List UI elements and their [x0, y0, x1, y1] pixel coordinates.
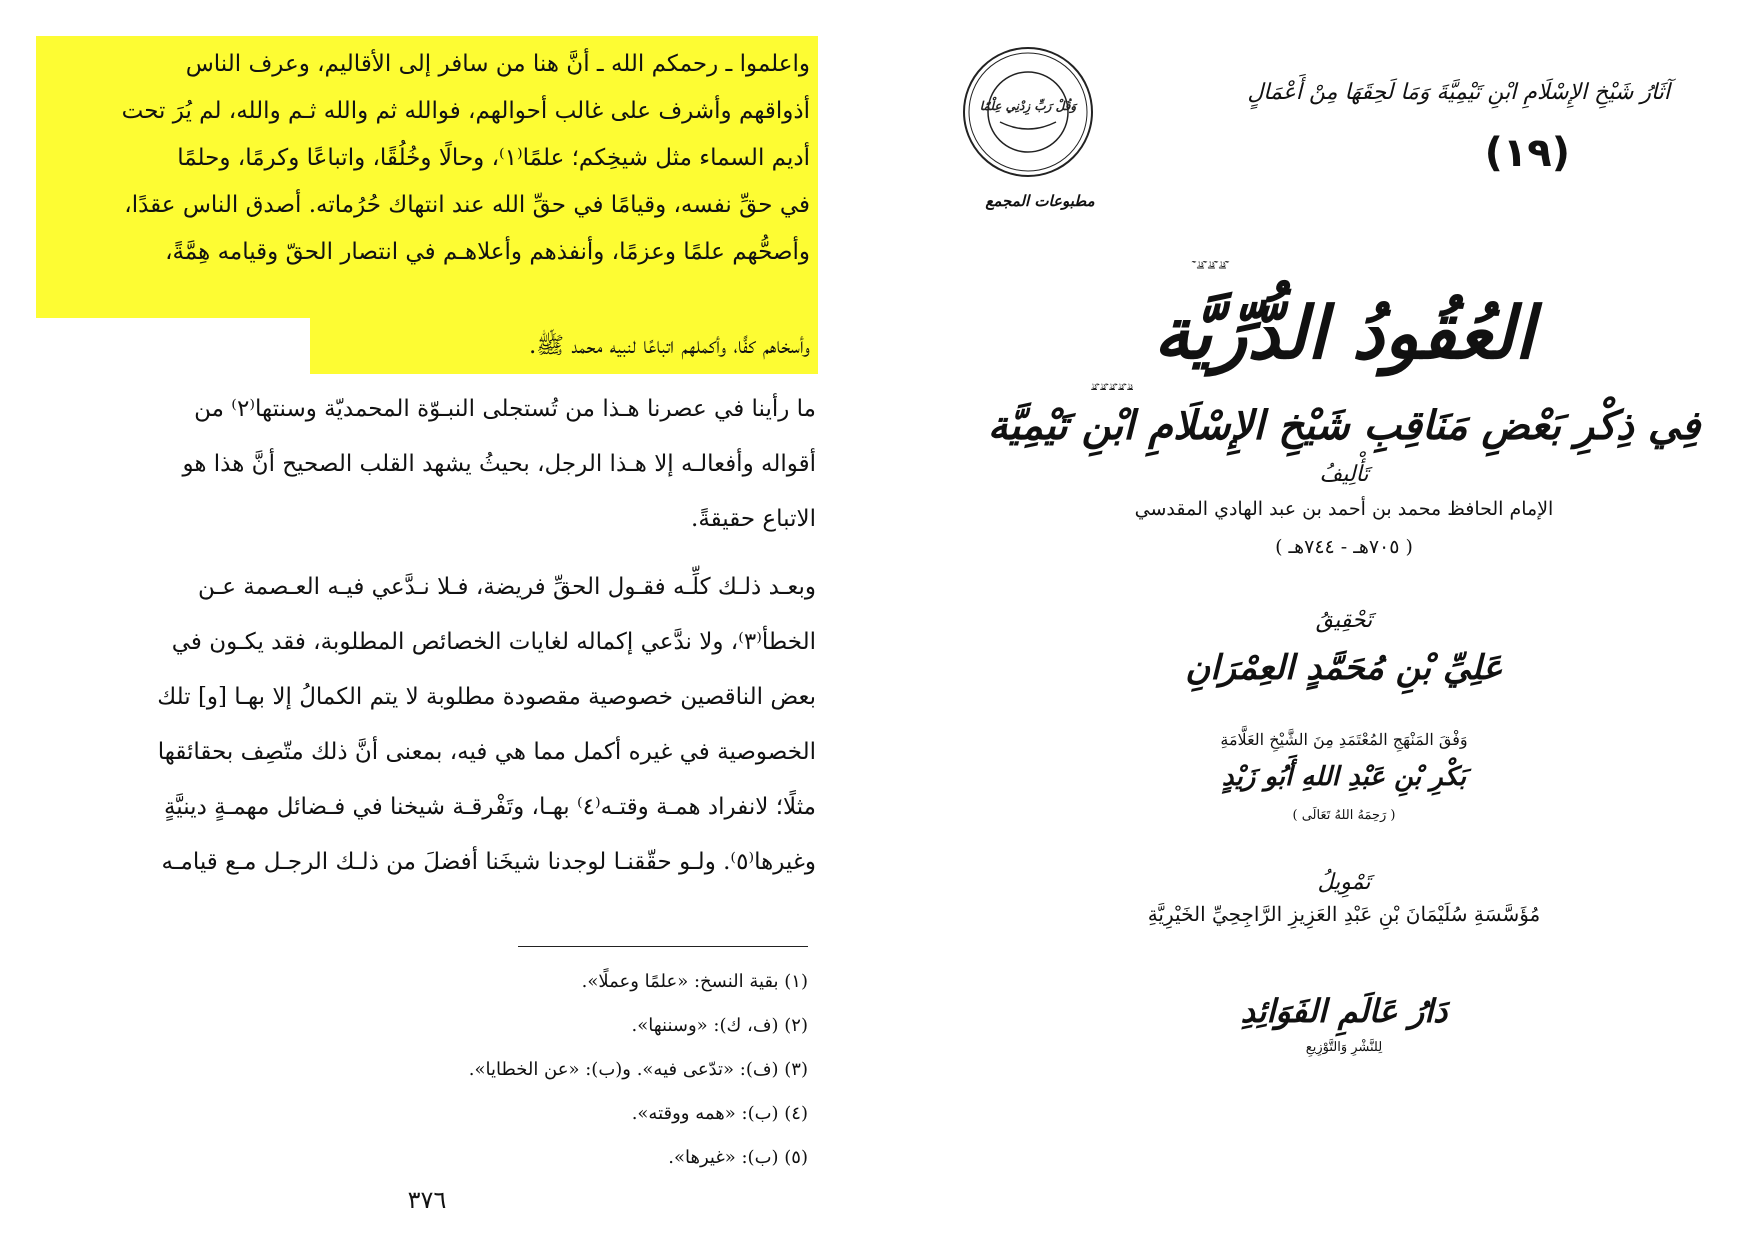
seal-outer-text [960, 44, 964, 47]
paragraph-3 [74, 560, 816, 890]
footnotes [208, 960, 808, 1180]
text-line: الخطأ⁽٣⁾، ولا ندَّعي إكماله لغايات الخصائص المطلوبة، فقد يكـون في [171, 629, 816, 655]
text-line: الخصوصية في غيره أكمل مما هي فيه، بمعنى أنَّ ذلك متّصِف بحقائقها [157, 739, 816, 765]
highlighted-line: أديم السماء مثل شيخِكم؛ علمًا⁽١⁾، وحالًا وخُلُقًا، واتباعًا وكرمًا، وحلمًا [177, 145, 810, 171]
text-line: مثلًا؛ لانفراد همـة وقتـه⁽٤⁾ بهـا، وتَفْرقـة شيخنا في فـضائل مهمـةٍ دينيَّةٍ [163, 794, 816, 820]
paragraph-2 [74, 382, 816, 547]
calligraphy-ornament: ۗ ۡ ۗ ۡ ۗ ۡ ۗ ۡ ۗ [1090, 384, 1126, 405]
publisher-tagline: لِلنَّشْرِ وَالتَّوْزِيعِ [1305, 1040, 1383, 1055]
text-line: وغيرها⁽٥⁾. ولـو حقّقنـا لوجدنا شيخَنا أفضلَ من ذلـك الرجـل مـع قيامـه [161, 849, 816, 875]
page-number: ٣٧٦ [407, 1186, 447, 1214]
publisher-name: دَارُ عَالَمِ الفَوَائِدِ [1240, 992, 1448, 1030]
author-name: الإمام الحافظ محمد بن أحمد بن عبد الهادي المقدسي [1134, 498, 1554, 520]
title-page [940, 0, 1748, 1240]
calligraphy-ornament: ۡ ۗ ۡ ۗ ۡ ۗ ۡ [1190, 262, 1224, 287]
book-subtitle: فِي ذِكْرِ بَعْضِ مَنَاقِبِ شَيْخِ الإِسْلَامِ ابْنِ تَيْمِيَّة [987, 402, 1701, 449]
footnote-separator [518, 946, 808, 947]
text-line: بعض الناقصين خصوصية مقصودة مطلوبة لا يتم الكمالُ إلا بهـا [و] تلك [157, 684, 816, 710]
text-line: الاتباع حقيقةً. [691, 506, 816, 532]
highlighted-paragraph [36, 36, 818, 374]
seal-center-text: وَقُلْ رَبِّ زِدْنِي عِلْمًا [979, 99, 1077, 113]
footnote-1: (١) بقية النسخ: «علمًا وعملًا». [581, 971, 808, 992]
text-line: وبعـد ذلـك كلِّـه فقـول الحقِّ فريضة، فـلا نـدَّعي فيـه العـصمة عـن [197, 574, 816, 600]
highlighted-line: وأسخاهم كفًّا، وأكملهم اتباعًا لنبيه محمد ﷺ. [528, 333, 810, 359]
authorship-label: تَأْلِيفُ [1319, 462, 1369, 487]
editor-name: عَلِيِّ بْنِ مُحَمَّدٍ العِمْرَانِ [1185, 648, 1503, 688]
highlighted-line: في حقِّ نفسه، وقيامًا في حقِّ الله عند انتهاك حُرُماته. أصدق الناس عقدًا، [124, 192, 810, 218]
funding-label: تَمْوِيلُ [1317, 870, 1371, 895]
footnote-5: (٥) (ب): «غيرها». [668, 1147, 808, 1168]
author-dates: ( ٧٠٥هـ - ٧٤٤هـ ) [1275, 536, 1413, 558]
series-title: آثَارُ شَيْخِ الإِسْلَامِ ابْنِ تَيْمِيَّةَ وَمَا لَحِقَهَا مِنْ أَعْمَالٍ [1247, 80, 1670, 105]
seal-icon [960, 44, 1096, 180]
academy-seal-logo [960, 44, 1096, 180]
text-line: أقواله وأفعالـه إلا هـذا الرجل، بحيثُ يشهد القلب الصحيح أنَّ هذا هو [182, 451, 816, 477]
highlighted-line: وأصحُّهم علمًا وعزمًا، وأنفذهم وأعلاهـم في انتصار الحقّ وقيامه هِمَّةً، [165, 239, 810, 265]
highlighted-line: أذواقهم وأشرف على غالب أحوالهم، فوالله ثم والله ثـم والله، لم يُرَ تحت [121, 98, 810, 124]
funder-name: مُؤَسَّسَةِ سُلَيْمَانَ بْنِ عَبْدِ العَزِيزِ الرَّاجِحِيِّ الخَيْرِيَّةِ [1147, 902, 1541, 926]
footnote-3: (٣) (ف): «تدّعى فيه». و(ب): «عن الخطايا». [468, 1059, 808, 1080]
volume-number: (١٩) [1484, 130, 1570, 176]
editing-label: تَحْقِيقُ [1315, 608, 1373, 633]
seal-label: مطبوعات المجمع [985, 192, 1095, 210]
footnote-4: (٤) (ب): «همه ووقته». [631, 1103, 808, 1124]
scholar-name: بَكْرِ بْنِ عَبْدِ اللهِ أَبُو زَيْدٍ [1221, 762, 1467, 792]
text-line: ما رأينا في عصرنا هـذا من تُستجلى النبـوّة المحمديّة وسنتها⁽٢⁾ من [194, 396, 816, 422]
methodology-label: وَفْقَ المَنْهَجِ المُعْتَمَدِ مِنَ الشَّيْخِ العَلَّامَةِ [1220, 730, 1468, 749]
scholar-prayer: ( رَحِمَهُ اللهُ تَعَالَى ) [1292, 808, 1396, 823]
highlighted-line: واعلموا ـ رحمكم الله ـ أنَّ هنا من سافر إلى الأقاليم، وعرف الناس [185, 51, 810, 77]
book-title: العُقُودُ الدُّرِّيَّة [1153, 290, 1535, 375]
footnote-2: (٢) (ف، ك): «وسننها». [631, 1015, 808, 1036]
svg-text:مطبوعات مجمع الفقه الإسلامي بج [960, 44, 964, 47]
